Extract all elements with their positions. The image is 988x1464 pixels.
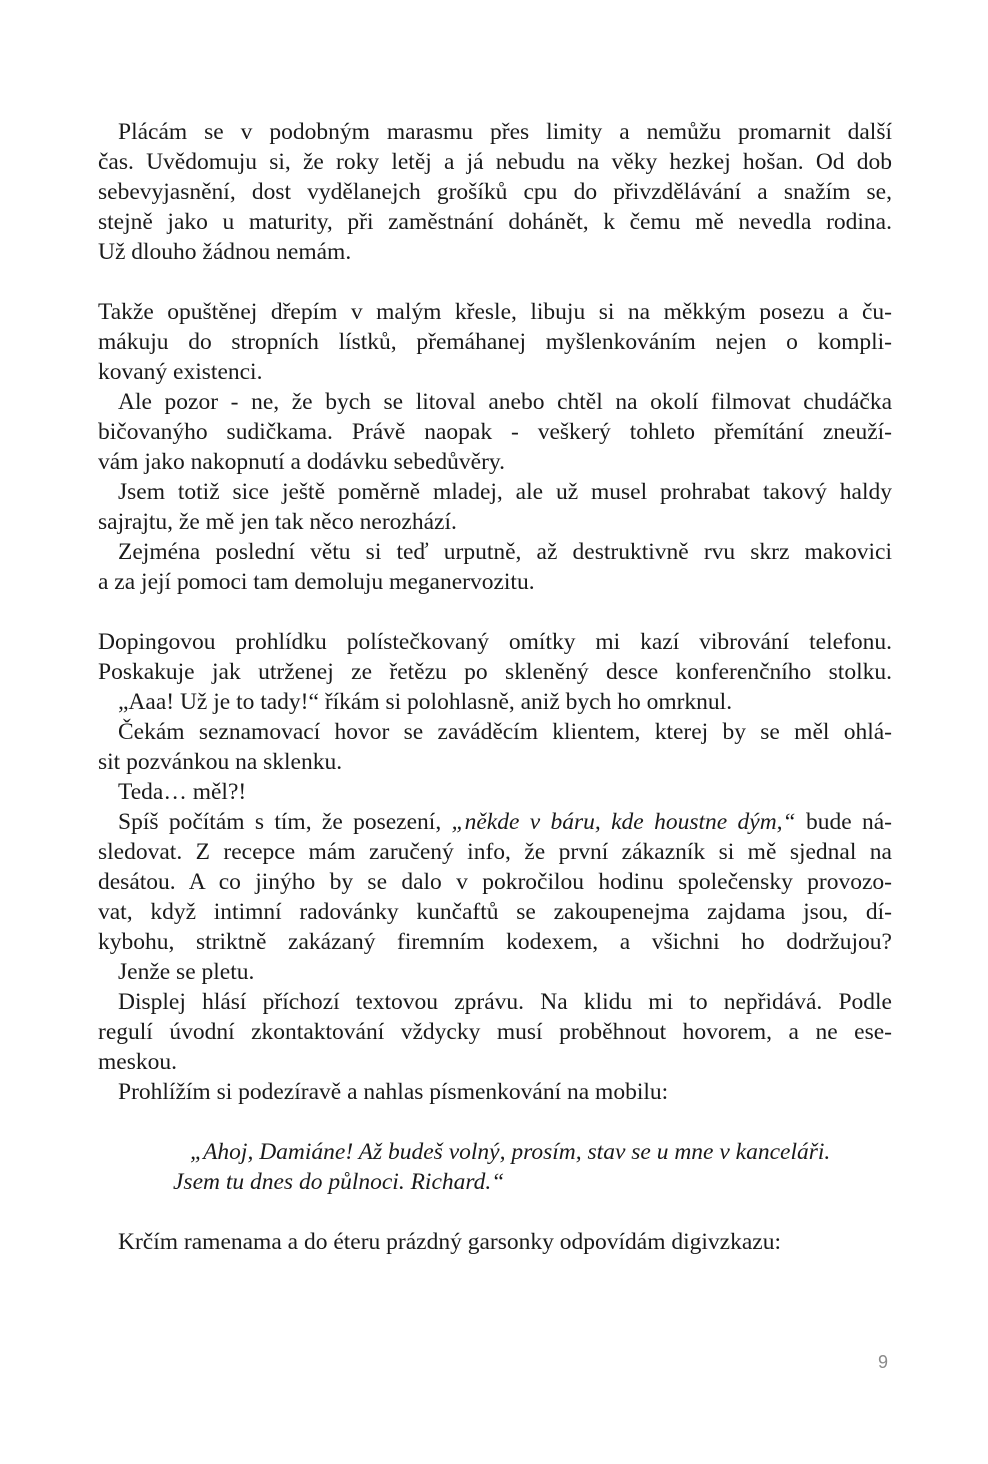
text-line: Dopingovou prohlídku polístečkovaný omítky mi kazí vibrování telefonu. — [98, 629, 892, 655]
text-line: Plácám se v podobným marasmu přes limity a nemůžu promarnit další — [118, 119, 892, 145]
sms-quote-line: „Ahoj, Damiáne! Až budeš volný, prosím, stav se u mne v kanceláři. — [190, 1139, 831, 1165]
text-line: sledovat. Z recepce mám zaručený info, že první zákazník si mě sjednal na — [98, 839, 892, 865]
dialogue-line: „Aaa! Už je to tady!“ říkám si polohlasně, aniž bych ho omrknul. — [118, 689, 733, 715]
italic-quote-span: „někde v báru, kde houstne dým,“ — [451, 809, 796, 835]
text-line: Jsem totiž sice ještě poměrně mladej, ale už musel prohrabat takový haldy — [118, 479, 892, 505]
text-line: meskou. — [98, 1049, 177, 1075]
text-line: Displej hlásí příchozí textovou zprávu. Na klidu mi to nepřidává. Podle — [118, 989, 892, 1015]
text-line: regulí úvodní zkontaktování vždycky musí proběhnout hovorem, a ne ese- — [98, 1019, 892, 1045]
text-line: Ale pozor - ne, že bych se litoval anebo chtěl na okolí filmovat chudáčka — [118, 389, 892, 415]
text-line: Už dlouho žádnou nemám. — [98, 239, 352, 265]
text-line: čas. Uvědomuju si, že roky letěj a já nebudu na věky hezkej hošan. Od dob — [98, 149, 892, 175]
text-line: Poskakuje jak utrženej ze řetězu po skleněný desce konferenčního stolku. — [98, 659, 892, 685]
page-number: 9 — [877, 1352, 888, 1372]
text-line: mákuju do stropních lístků, přemáhanej myšlenkováním nejen o kompli- — [98, 329, 892, 355]
text-span: Spíš počítám s tím, že posezení, — [118, 809, 452, 835]
text-line: Krčím ramenama a do éteru prázdný garsonky odpovídám digivzkazu: — [118, 1229, 781, 1255]
text-line: Čekám seznamovací hovor se zaváděcím klientem, kterej by se měl ohlá- — [118, 719, 892, 745]
text-line: sit pozvánkou na sklenku. — [98, 749, 343, 775]
text-span: bude ná- — [795, 809, 892, 835]
text-line: kybohu, striktně zakázaný firemním kodexem, a všichni ho dodržujou? — [98, 929, 892, 955]
text-line: vám jako nakopnutí a dodávku sebedůvěry. — [98, 449, 506, 475]
text-line: sebevyjasnění, dost vydělanejch grošíků cpu do přivzdělávání a snažím se, — [98, 179, 892, 205]
text-line: bičovanýho sudičkama. Právě naopak - veškerý tohleto přemítání zneuží- — [98, 419, 892, 445]
text-line: stejně jako u maturity, při zaměstnání dohánět, k čemu mě nevedla rodina. — [98, 209, 892, 235]
text-line: Jenže se pletu. — [118, 959, 255, 985]
text-line: Teda… měl?! — [118, 779, 247, 805]
mixed-text-line — [118, 807, 892, 837]
text-line: kovaný existenci. — [98, 359, 263, 385]
sms-quote-line: Jsem tu dnes do půlnoci. Richard.“ — [173, 1169, 505, 1195]
text-line: sajrajtu, že mě jen tak něco nerozhází. — [98, 509, 457, 535]
text-line: vat, když intimní radovánky kunčaftů se zakoupenejma zajdama jsou, dí- — [98, 899, 892, 925]
text-line: desátou. A co jinýho by se dalo v pokročilou hodinu společensky provozo- — [98, 869, 892, 895]
text-line: Takže opuštěnej dřepím v malým křesle, libuju si na měkkým posezu a ču- — [98, 299, 892, 325]
text-line: Prohlížím si podezíravě a nahlas písmenkování na mobilu: — [118, 1079, 669, 1105]
text-line: Zejména poslední větu si teď urputně, až destruktivně rvu skrz makovici — [118, 539, 892, 565]
text-line: a za její pomoci tam demoluju meganervozitu. — [98, 569, 535, 595]
